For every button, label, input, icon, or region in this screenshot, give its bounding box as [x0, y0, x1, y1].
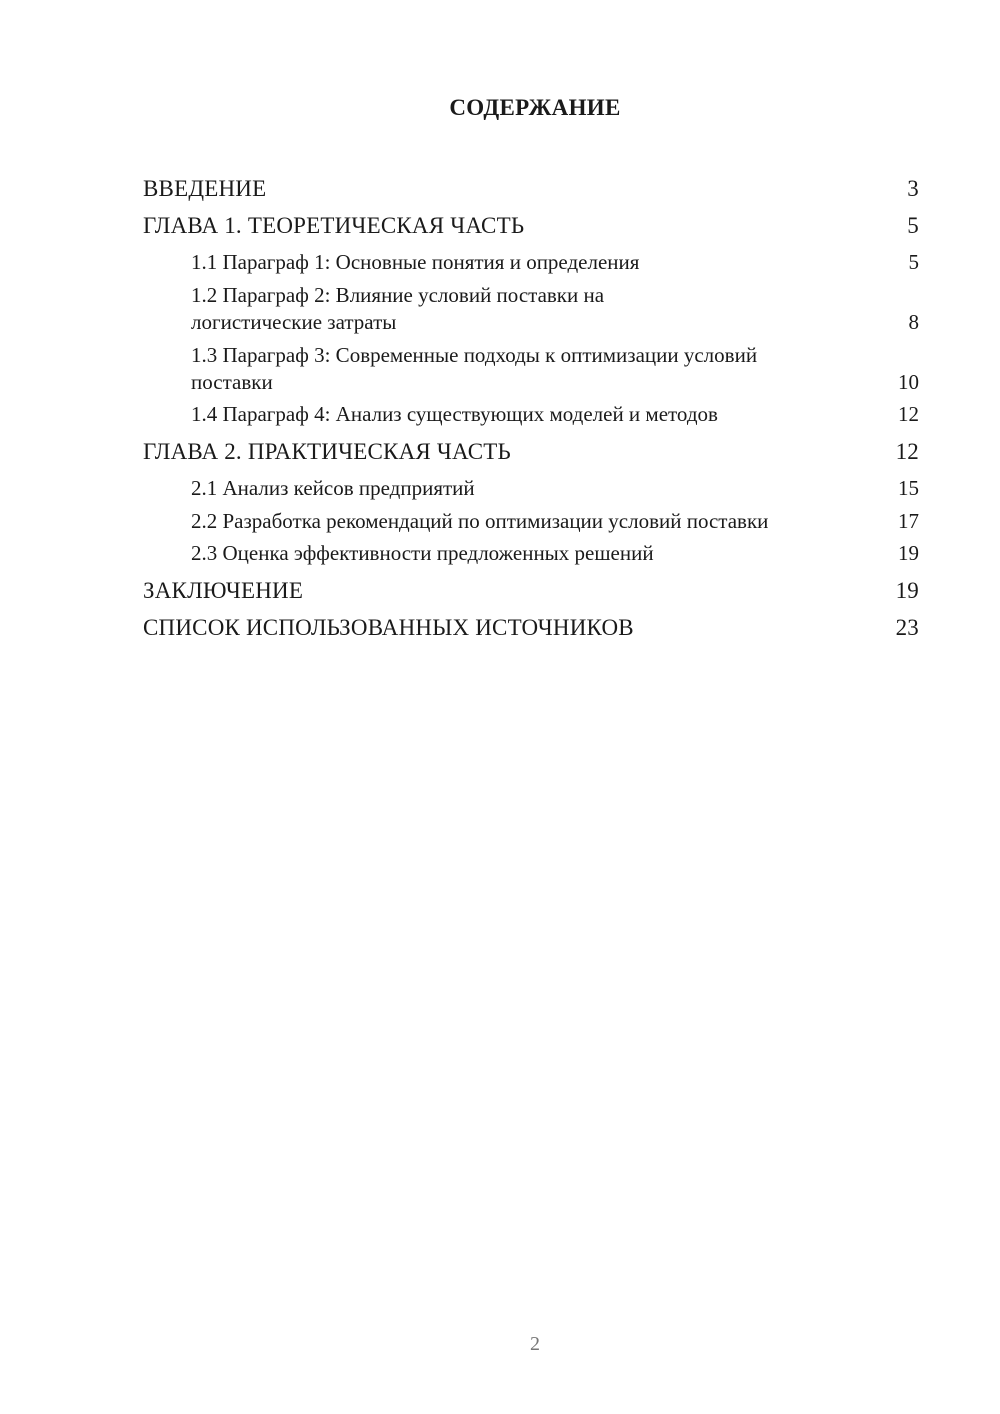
toc-entry-section-1-1[interactable] — [143, 249, 919, 276]
toc-entry-title: 1.4 Параграф 4: Анализ существующих моделей и методов — [191, 402, 718, 426]
toc-entry-page: 19 — [898, 541, 919, 565]
toc-entry-chapter-1[interactable] — [143, 207, 919, 244]
toc-entry-page: 19 — [895, 578, 919, 603]
toc-entry-title: ЗАКЛЮЧЕНИЕ — [143, 578, 304, 603]
toc-entry-section-1-2[interactable] — [143, 282, 919, 336]
toc-entry-section-2-1[interactable] — [143, 475, 919, 502]
toc-entry-conclusion[interactable] — [143, 572, 919, 609]
toc-entry-page: 12 — [898, 402, 919, 426]
toc-entry-title: 1.1 Параграф 1: Основные понятия и определения — [191, 250, 640, 274]
toc-entry-page: 5 — [907, 213, 919, 238]
toc-entry-title: ВВЕДЕНИЕ — [143, 176, 267, 201]
toc-entry-chapter-2[interactable] — [143, 433, 919, 470]
toc-entry-title: 2.3 Оценка эффективности предложенных решений — [191, 541, 654, 565]
toc-entry-title: 2.1 Анализ кейсов предприятий — [191, 476, 475, 500]
toc-entry-title: ГЛАВА 1. ТЕОРЕТИЧЕСКАЯ ЧАСТЬ — [143, 213, 525, 238]
toc-entry-title: ГЛАВА 2. ПРАКТИЧЕСКАЯ ЧАСТЬ — [143, 439, 511, 464]
toc-entry-page: 12 — [895, 439, 919, 464]
toc-entry-page: 3 — [907, 176, 919, 201]
toc-entry-introduction[interactable] — [143, 170, 919, 207]
toc-entry-section-2-3[interactable] — [143, 540, 919, 567]
toc-entry-section-2-2[interactable] — [143, 508, 919, 535]
toc-entry-page: 10 — [898, 370, 919, 394]
toc-entry-section-1-3[interactable] — [143, 342, 919, 396]
page-number: 2 — [530, 1333, 540, 1355]
toc-entry-title: СПИСОК ИСПОЛЬЗОВАННЫХ ИСТОЧНИКОВ — [143, 615, 634, 640]
toc-entry-page: 17 — [898, 509, 919, 533]
toc-entry-title: 1.2 Параграф 2: Влияние условий поставки на логистические затраты — [191, 283, 605, 334]
toc-entry-references[interactable] — [143, 609, 919, 646]
toc-entry-page: 23 — [895, 615, 919, 640]
toc-entry-section-1-4[interactable] — [143, 401, 919, 428]
table-of-contents — [143, 170, 919, 646]
toc-entry-page: 8 — [908, 310, 919, 334]
toc-entry-title: 1.3 Параграф 3: Современные подходы к оптимизации условий поставки — [191, 343, 758, 394]
page-title: СОДЕРЖАНИЕ — [449, 95, 621, 120]
toc-entry-title: 2.2 Разработка рекомендаций по оптимизации условий поставки — [191, 509, 769, 533]
toc-entry-page: 15 — [898, 476, 919, 500]
toc-entry-page: 5 — [908, 250, 919, 274]
